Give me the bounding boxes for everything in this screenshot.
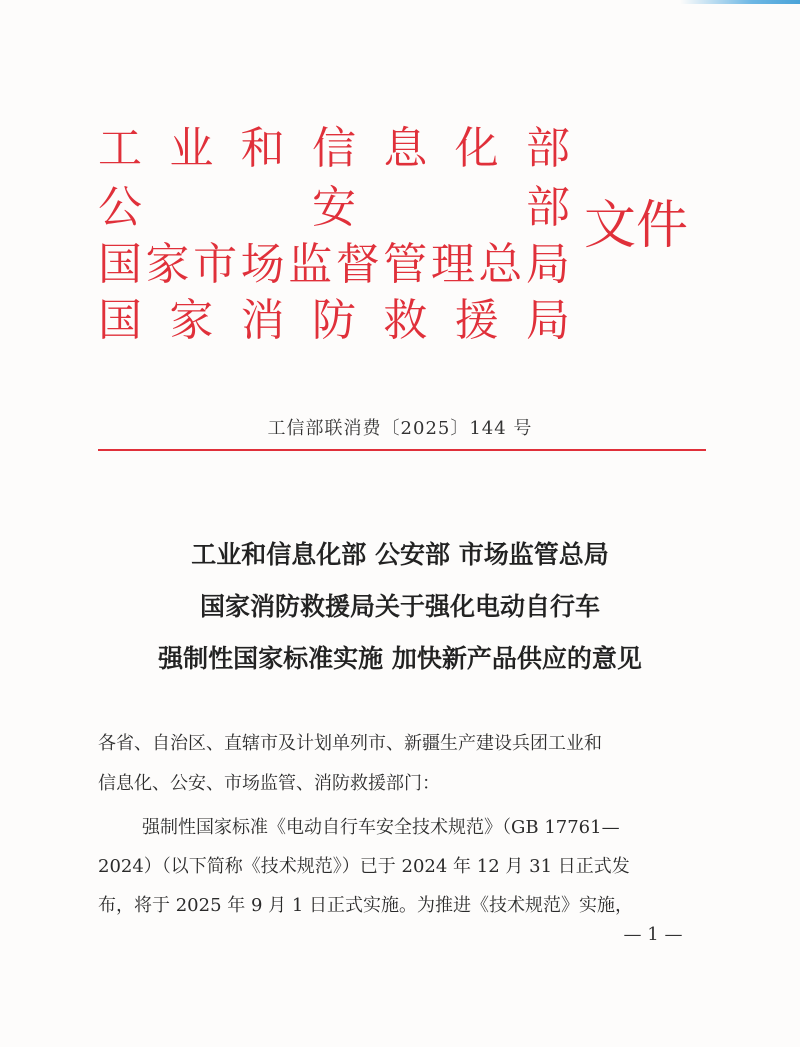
document-number: 工信部联消费〔2025〕144 号 [267, 418, 533, 439]
page-number: — 1 — [623, 924, 683, 945]
document-header [0, 0, 800, 360]
paragraph-line-3: 布，将于 2025 年 9 月 1 日正式实施。为推进《技术规范》实施， [98, 895, 634, 916]
agency-samr: 国 家 市 场 监 督 管 理 总 局 [98, 239, 570, 290]
title-line-2: 国家消防救援局关于强化电动自行车 [199, 592, 600, 621]
paragraph-line-1: 强制性国家标准《电动自行车安全技术规范》（GB 17761— [142, 817, 620, 838]
addressee-line-1: 各省、自治区、直辖市及计划单列市、新疆生产建设兵团工业和 [98, 733, 602, 754]
agency-nfra: 国 家 消 防 救 援 局 [98, 295, 570, 346]
paragraph-line-2: 2024）（以下简称《技术规范》）已于 2024 年 12 月 31 日正式发 [98, 856, 630, 877]
title-line-3: 强制性国家标准实施 加快新产品供应的意见 [158, 644, 642, 673]
title-line-1: 工业和信息化部 公安部 市场监管总局 [191, 540, 609, 569]
addressee-line-2: 信息化、公安、市场监管、消防救援部门： [98, 773, 440, 794]
agency-mps: 公 安 部 [98, 182, 570, 233]
header-divider [98, 449, 706, 451]
document-type-label: 文件 [584, 196, 689, 256]
agency-miit: 工 业 和 信 息 化 部 [98, 123, 570, 174]
